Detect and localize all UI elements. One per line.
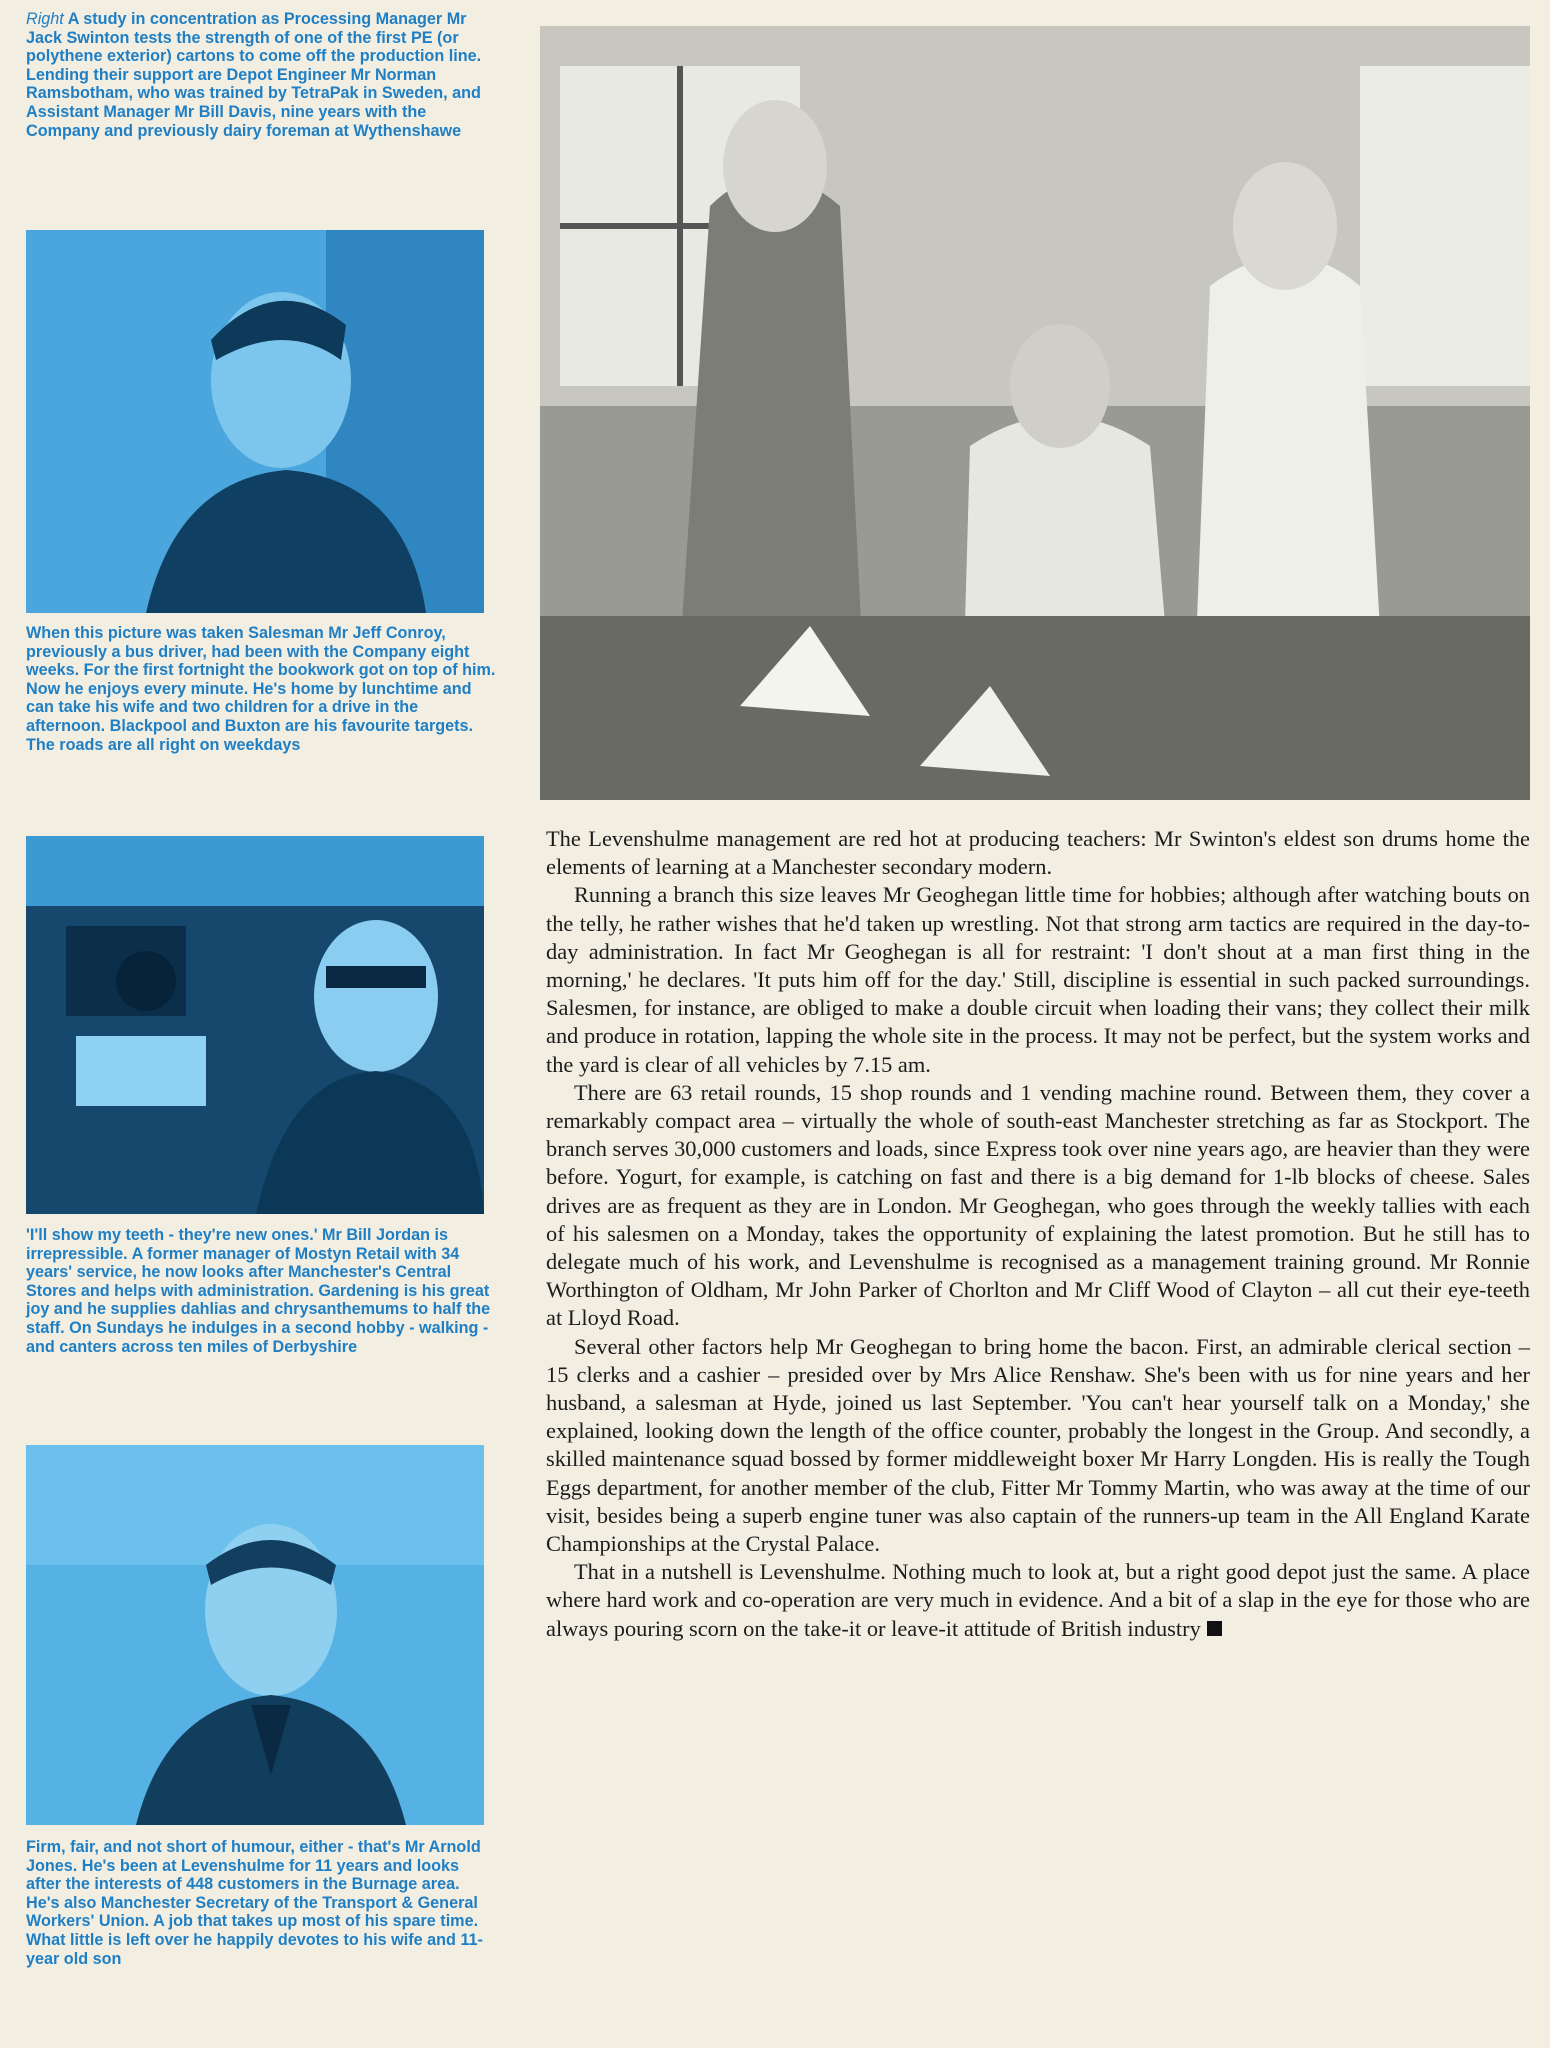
photo-conroy [26,230,484,613]
caption-conroy: When this picture was taken Salesman Mr Jeff Conroy, previously a bus driver, had been with the Company eight weeks. For the first fortnight the bookwork got on top of him. Now he enjoys every minute. He's home by lunchtime and can take his wife and two children for a drive in the afternoon. Blackpool and Buxton are his favourite targets. The roads are all right on weekdays [26,624,496,754]
article-paragraph: Running a branch this size leaves Mr Geoghegan little time for hobbies; although after watching bouts on the telly, he rather wishes that he'd taken up wrestling. Not that strong arm tactics are required in the day-to-day administration. In fact Mr Geoghegan is all for restraint: 'I don't shout at a man first thing in the morning,' he declares. 'It puts him off for the day.' Still, discipline is essential in such packed surroundings. Salesmen, for instance, are obliged to make a double circuit when loading their vans; they collect their milk and produce in rotation, lapping the whole site in the process. It may not be perfect, but the system works and the yard is clear of all vehicles by 7.15 am. [546,882,1530,1077]
photo-conroy-illustration [26,230,484,613]
photo-jones-illustration [26,1445,484,1825]
photo-jordan-illustration [26,836,484,1214]
photo-carton-test [540,26,1530,800]
article-paragraph-last-text: That in a nutshell is Levenshulme. Nothing much to look at, but a right good depot just the same. A place where hard work and co-operation are very much in evidence. And a bit of a slap in the eye for those who are always pouring scorn on the take-it or leave-it attitude of British industry [546,1559,1530,1641]
photo-jones [26,1445,484,1825]
caption-swinton-text: A study in concentration as Processing Manager Mr Jack Swinton tests the strength of one of the first PE (or polythene exterior) cartons to come off the production line. Lending their support are Depot Engineer Mr Norman Ramsbotham, who was trained by TetraPak in Sweden, and Assistant Manager Mr Bill Davis, nine years with the Company and previously dairy foreman at Wythenshawe [26,10,482,140]
photo-jordan [26,836,484,1214]
article-body [546,825,1530,1643]
article-paragraph-last [546,1558,1530,1643]
article-paragraph: Several other factors help Mr Geoghegan to bring home the bacon. First, an admirable clerical section – 15 clerks and a cashier – presided over by Mrs Alice Renshaw. She's been with us for nine years and her husband, a salesman at Hyde, joined us last September. 'You can't hear yourself talk on a Monday,' she explained, looking down the length of the office counter, probably the longest in the Group. And secondly, a skilled maintenance squad bossed by former middleweight boxer Mr Harry Longden. His is really the Tough Eggs department, for another member of the club, Fitter Mr Tommy Martin, who was away at the time of our visit, besides being a superb engine tuner was also captain of the runners-up team in the All England Karate Championships at the Crystal Palace. [546,1333,1530,1557]
caption-jordan: 'I'll show my teeth - they're new ones.' Mr Bill Jordan is irrepressible. A former manager of Mostyn Retail with 34 years' service, he now looks after Manchester's Central Stores and helps with administration. Gardening is his great joy and he supplies dahlias and chrysanthemums to half the staff. On Sundays he indulges in a second hobby - walking - and canters across ten miles of Derbyshire [26,1226,491,1356]
article-paragraph: There are 63 retail rounds, 15 shop rounds and 1 vending machine round. Between them, they cover a remarkably compact area – virtually the whole of south-east Manchester stretching as far as Stockport. The branch serves 30,000 customers and loads, since Express took over nine years ago, are heavier than they were before. Yogurt, for example, is catching on fast and there is a big demand for 1-lb blocks of cheese. Sales drives are as frequent as they are in London. Mr Geoghegan, who goes through the weekly tallies with each of his salesmen on a Monday, takes the opportunity of explaining the latest promotion. But he still has to delegate much of his work, and Levenshulme is recognised as a management training ground. Mr Ronnie Worthington of Oldham, Mr John Parker of Chorlton and Mr Cliff Wood of Clayton – all cut their eye-teeth at Lloyd Road. [546,1079,1530,1331]
caption-swinton [26,10,496,140]
photo-carton-test-illustration [540,26,1530,800]
caption-lead: Right [26,10,64,28]
article-paragraph: The Levenshulme management are red hot at producing teachers: Mr Swinton's eldest son drums home the elements of learning at a Manchester secondary modern. [546,826,1530,880]
caption-jones: Firm, fair, and not short of humour, either - that's Mr Arnold Jones. He's been at Levenshulme for 11 years and looks after the interests of 448 customers in the Burnage area. He's also Manchester Secretary of the Transport & General Workers' Union. A job that takes up most of his spare time. What little is left over he happily devotes to his wife and 11-year old son [26,1838,483,1968]
end-mark-icon [1207,1621,1222,1636]
